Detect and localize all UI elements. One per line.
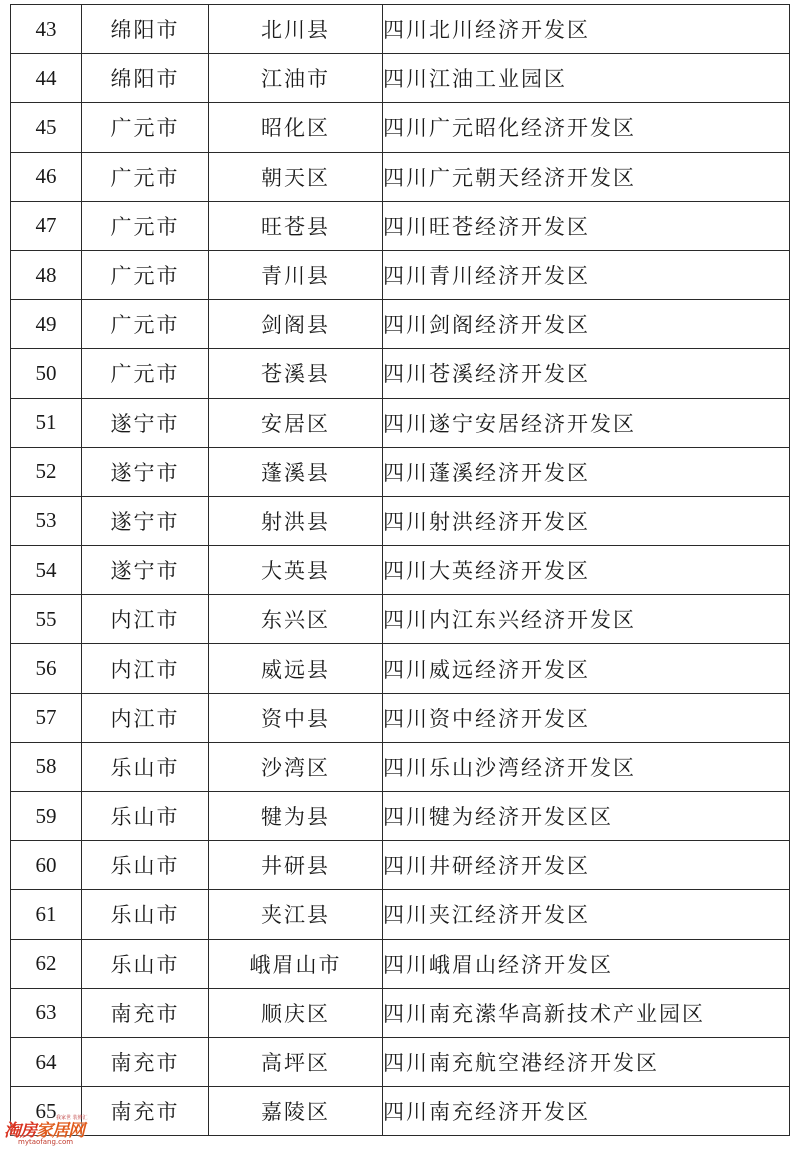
county-cell: 大英县	[209, 546, 383, 595]
zone-name-cell: 四川南充航空港经济开发区	[383, 1037, 790, 1086]
table-row	[11, 693, 790, 742]
city-cell: 广元市	[82, 300, 209, 349]
city-cell: 广元市	[82, 103, 209, 152]
row-number: 48	[11, 250, 82, 299]
row-number: 44	[11, 54, 82, 103]
table-row	[11, 595, 790, 644]
table-row	[11, 447, 790, 496]
row-number: 63	[11, 988, 82, 1037]
table-row	[11, 103, 790, 152]
zone-name-cell: 四川夹江经济开发区	[383, 890, 790, 939]
zone-name-cell: 四川江油工业园区	[383, 54, 790, 103]
county-cell: 东兴区	[209, 595, 383, 644]
row-number: 43	[11, 5, 82, 54]
county-cell: 射洪县	[209, 496, 383, 545]
zone-name-cell: 四川资中经济开发区	[383, 693, 790, 742]
row-number: 62	[11, 939, 82, 988]
table-row	[11, 54, 790, 103]
table-row	[11, 644, 790, 693]
city-cell: 遂宁市	[82, 398, 209, 447]
row-number: 52	[11, 447, 82, 496]
watermark-brand-a: 淘房	[4, 1121, 36, 1141]
county-cell: 昭化区	[209, 103, 383, 152]
city-cell: 广元市	[82, 349, 209, 398]
row-number: 65	[11, 1087, 82, 1136]
county-cell: 井研县	[209, 841, 383, 890]
table-row	[11, 496, 790, 545]
row-number: 57	[11, 693, 82, 742]
city-cell: 广元市	[82, 250, 209, 299]
zone-name-cell: 四川井研经济开发区	[383, 841, 790, 890]
table-row	[11, 1087, 790, 1136]
zone-name-cell: 四川内江东兴经济开发区	[383, 595, 790, 644]
row-number: 45	[11, 103, 82, 152]
city-cell: 绵阳市	[82, 54, 209, 103]
watermark-url: mytaofang.com	[18, 1138, 74, 1146]
zone-name-cell: 四川犍为经济开发区区	[383, 792, 790, 841]
row-number: 51	[11, 398, 82, 447]
row-number: 60	[11, 841, 82, 890]
county-cell: 青川县	[209, 250, 383, 299]
row-number: 47	[11, 201, 82, 250]
city-cell: 乐山市	[82, 890, 209, 939]
table-row	[11, 5, 790, 54]
table-row	[11, 250, 790, 299]
table-row	[11, 546, 790, 595]
table-row	[11, 890, 790, 939]
zone-name-cell: 四川遂宁安居经济开发区	[383, 398, 790, 447]
city-cell: 南充市	[82, 988, 209, 1037]
row-number: 64	[11, 1037, 82, 1086]
zone-name-cell: 四川南充经济开发区	[383, 1087, 790, 1136]
zone-name-cell: 四川苍溪经济开发区	[383, 349, 790, 398]
table-row	[11, 201, 790, 250]
table-row	[11, 152, 790, 201]
city-cell: 遂宁市	[82, 546, 209, 595]
county-cell: 剑阁县	[209, 300, 383, 349]
table-row	[11, 300, 790, 349]
county-cell: 安居区	[209, 398, 383, 447]
zone-name-cell: 四川威远经济开发区	[383, 644, 790, 693]
county-cell: 峨眉山市	[209, 939, 383, 988]
zone-name-cell: 四川北川经济开发区	[383, 5, 790, 54]
zone-name-cell: 四川广元朝天经济开发区	[383, 152, 790, 201]
city-cell: 乐山市	[82, 939, 209, 988]
table-row	[11, 988, 790, 1037]
city-cell: 乐山市	[82, 841, 209, 890]
table-row	[11, 841, 790, 890]
city-cell: 内江市	[82, 644, 209, 693]
row-number: 49	[11, 300, 82, 349]
city-cell: 南充市	[82, 1087, 209, 1136]
zone-name-cell: 四川剑阁经济开发区	[383, 300, 790, 349]
city-cell: 内江市	[82, 595, 209, 644]
city-cell: 南充市	[82, 1037, 209, 1086]
county-cell: 旺苍县	[209, 201, 383, 250]
county-cell: 北川县	[209, 5, 383, 54]
county-cell: 嘉陵区	[209, 1087, 383, 1136]
row-number: 61	[11, 890, 82, 939]
county-cell: 苍溪县	[209, 349, 383, 398]
county-cell: 高坪区	[209, 1037, 383, 1086]
city-cell: 乐山市	[82, 792, 209, 841]
table-row	[11, 939, 790, 988]
row-number: 58	[11, 742, 82, 791]
row-number: 46	[11, 152, 82, 201]
zone-name-cell: 四川峨眉山经济开发区	[383, 939, 790, 988]
watermark-tagline: 我家世 装修汇	[56, 1115, 88, 1121]
city-cell: 内江市	[82, 693, 209, 742]
row-number: 50	[11, 349, 82, 398]
watermark-brand-b: 家居网	[36, 1121, 84, 1141]
county-cell: 犍为县	[209, 792, 383, 841]
zone-name-cell: 四川大英经济开发区	[383, 546, 790, 595]
city-cell: 广元市	[82, 152, 209, 201]
county-cell: 朝天区	[209, 152, 383, 201]
city-cell: 遂宁市	[82, 496, 209, 545]
table-row	[11, 1037, 790, 1086]
zone-name-cell: 四川射洪经济开发区	[383, 496, 790, 545]
city-cell: 遂宁市	[82, 447, 209, 496]
row-number: 56	[11, 644, 82, 693]
table-body	[11, 5, 790, 1136]
zone-name-cell: 四川南充潆华高新技术产业园区	[383, 988, 790, 1037]
row-number: 53	[11, 496, 82, 545]
row-number: 54	[11, 546, 82, 595]
table-row	[11, 398, 790, 447]
zone-name-cell: 四川蓬溪经济开发区	[383, 447, 790, 496]
row-number: 59	[11, 792, 82, 841]
county-cell: 夹江县	[209, 890, 383, 939]
city-cell: 乐山市	[82, 742, 209, 791]
county-cell: 资中县	[209, 693, 383, 742]
economic-zone-table	[10, 4, 790, 1136]
table-row	[11, 792, 790, 841]
table-row	[11, 742, 790, 791]
city-cell: 广元市	[82, 201, 209, 250]
county-cell: 沙湾区	[209, 742, 383, 791]
row-number: 55	[11, 595, 82, 644]
zone-name-cell: 四川旺苍经济开发区	[383, 201, 790, 250]
county-cell: 顺庆区	[209, 988, 383, 1037]
zone-name-cell: 四川青川经济开发区	[383, 250, 790, 299]
county-cell: 威远县	[209, 644, 383, 693]
city-cell: 绵阳市	[82, 5, 209, 54]
table-row	[11, 349, 790, 398]
zone-name-cell: 四川乐山沙湾经济开发区	[383, 742, 790, 791]
zone-name-cell: 四川广元昭化经济开发区	[383, 103, 790, 152]
county-cell: 江油市	[209, 54, 383, 103]
county-cell: 蓬溪县	[209, 447, 383, 496]
